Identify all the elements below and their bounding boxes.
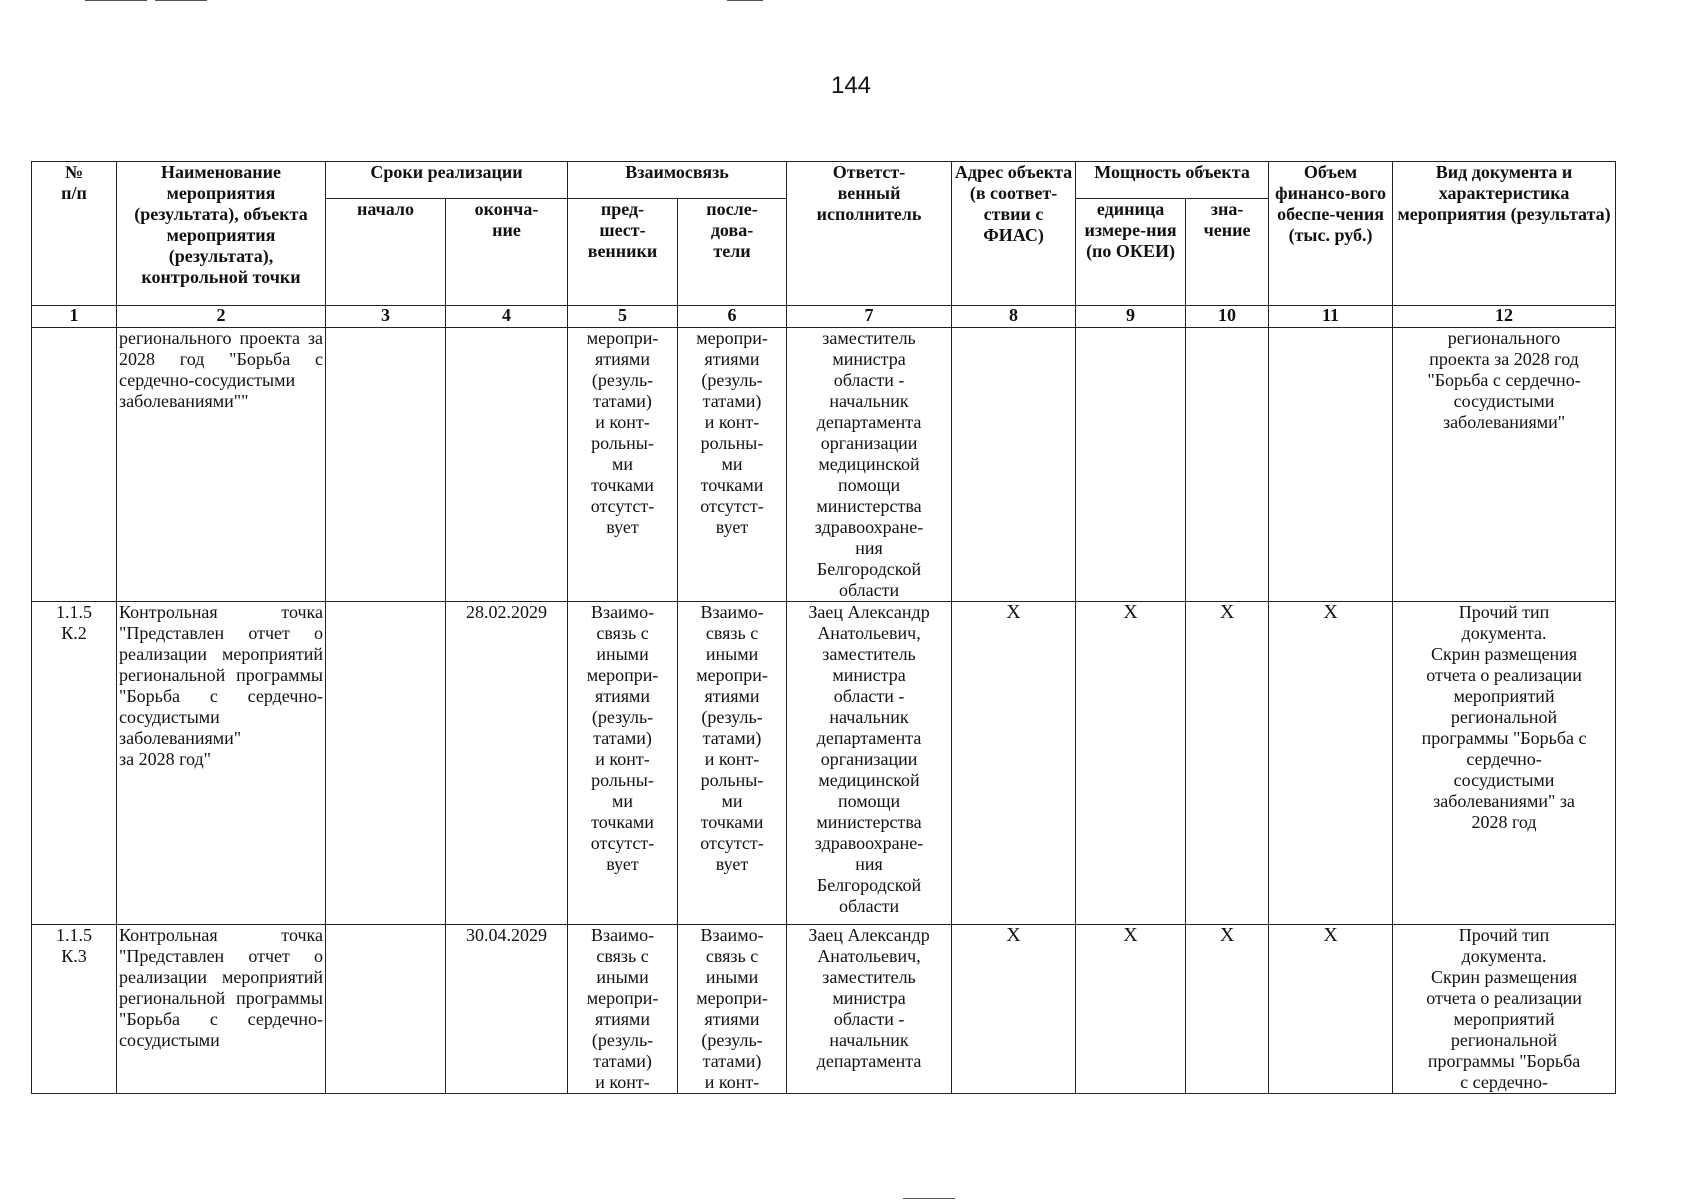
- column-number: 11: [1269, 306, 1393, 328]
- row-value: X: [1186, 925, 1269, 1094]
- header-terms-end: оконча- ние: [446, 199, 568, 306]
- header-name: Наименование мероприятия (результата), объекта мероприятия (результата), контрольной точки: [117, 162, 326, 306]
- column-number: 4: [446, 306, 568, 328]
- row-start: [326, 328, 446, 602]
- row-address: [952, 328, 1076, 602]
- column-number: 10: [1186, 306, 1269, 328]
- page-number: 144: [830, 72, 872, 99]
- row-finance: [1269, 328, 1393, 602]
- row-successors: Взаимо- связь с иными меропри- ятиями (резуль- татами) и конт-: [678, 925, 787, 1094]
- row-doc-type: регионального проекта за 2028 год "Борьба с сердечно- сосудистыми заболеваниями": [1393, 328, 1616, 602]
- row-responsible: заместитель министра области - начальник департамента организации медицинской помощи министерства здравоохране- ния Белгородской области: [787, 328, 952, 602]
- row-doc-type: Прочий тип документа. Скрин размещения отчета о реализации мероприятий региональной программы "Борьба с сердечно- сосудистыми заболеваниями" за 2028 год: [1393, 602, 1616, 925]
- activities-table: [31, 161, 1616, 1094]
- header-relation: Взаимосвязь: [568, 162, 787, 199]
- row-responsible: Заец Александр Анатольевич, заместитель министра области - начальник департамента: [787, 925, 952, 1094]
- column-number: 9: [1076, 306, 1186, 328]
- row-num: 1.1.5 К.3: [32, 925, 117, 1094]
- row-address: X: [952, 602, 1076, 925]
- table-row: [32, 925, 1616, 1094]
- row-finance: X: [1269, 925, 1393, 1094]
- column-number: 6: [678, 306, 787, 328]
- scan-artifact-bottom: [903, 1198, 955, 1199]
- row-name: Контрольная точка "Представлен отчет о реализации мероприятий региональной программы "Борьба с сердечно-сосудистыми заболеваниями" за 2028 год": [117, 602, 326, 925]
- scan-artifact-top: [727, 0, 763, 1]
- column-number: 12: [1393, 306, 1616, 328]
- header-num: № п/п: [32, 162, 117, 306]
- row-unit: [1076, 328, 1186, 602]
- row-end: [446, 328, 568, 602]
- row-responsible: Заец Александр Анатольевич, заместитель министра области - начальник департамента организации медицинской помощи министерства здравоохране- ния Белгородской области: [787, 602, 952, 925]
- column-number: 7: [787, 306, 952, 328]
- table-row: [32, 602, 1616, 925]
- row-unit: X: [1076, 602, 1186, 925]
- header-terms-start: начало: [326, 199, 446, 306]
- column-number: 2: [117, 306, 326, 328]
- row-predecessors: Взаимо- связь с иными меропри- ятиями (резуль- татами) и конт- рольны- ми точками отсутст- вует: [568, 602, 678, 925]
- header-cap-value: зна- чение: [1186, 199, 1269, 306]
- row-num: [32, 328, 117, 602]
- row-unit: X: [1076, 925, 1186, 1094]
- header-capacity: Мощность объекта: [1076, 162, 1269, 199]
- row-end: 30.04.2029: [446, 925, 568, 1094]
- header-rel-predecessors: пред- шест- венники: [568, 199, 678, 306]
- row-doc-type: Прочий тип документа. Скрин размещения отчета о реализации мероприятий региональной программы "Борьба с сердечно-: [1393, 925, 1616, 1094]
- row-name: Контрольная точка "Представлен отчет о реализации мероприятий региональной программы "Борьба с сердечно-сосудистыми: [117, 925, 326, 1094]
- column-number: 3: [326, 306, 446, 328]
- row-finance: X: [1269, 602, 1393, 925]
- header-responsible: Ответст- венный исполнитель: [787, 162, 952, 306]
- row-num: 1.1.5 К.2: [32, 602, 117, 925]
- header-finance: Объем финансо-вого обеспе-чения (тыс. руб.): [1269, 162, 1393, 306]
- row-name: регионального проекта за 2028 год "Борьба с сердечно-сосудистыми заболеваниями"": [117, 328, 326, 602]
- header-cap-unit: единица измере-ния (по ОКЕИ): [1076, 199, 1186, 306]
- header-rel-successors: после- дова- тели: [678, 199, 787, 306]
- row-address: X: [952, 925, 1076, 1094]
- column-number: 1: [32, 306, 117, 328]
- scan-artifact-top: [155, 0, 207, 1]
- scan-artifact-top: [85, 0, 147, 1]
- row-start: [326, 925, 446, 1094]
- table-row: [32, 328, 1616, 602]
- row-successors: меропри- ятиями (резуль- татами) и конт- рольны- ми точками отсутст- вует: [678, 328, 787, 602]
- header-terms: Сроки реализации: [326, 162, 568, 199]
- row-successors: Взаимо- связь с иными меропри- ятиями (резуль- татами) и конт- рольны- ми точками отсутст- вует: [678, 602, 787, 925]
- column-number: 5: [568, 306, 678, 328]
- row-predecessors: Взаимо- связь с иными меропри- ятиями (резуль- татами) и конт-: [568, 925, 678, 1094]
- row-value: [1186, 328, 1269, 602]
- row-end: 28.02.2029: [446, 602, 568, 925]
- row-start: [326, 602, 446, 925]
- row-value: X: [1186, 602, 1269, 925]
- header-address: Адрес объекта (в соответ-ствии с ФИАС): [952, 162, 1076, 306]
- row-predecessors: меропри- ятиями (резуль- татами) и конт- рольны- ми точками отсутст- вует: [568, 328, 678, 602]
- header-doc-type: Вид документа и характеристика мероприятия (результата): [1393, 162, 1616, 306]
- column-number: 8: [952, 306, 1076, 328]
